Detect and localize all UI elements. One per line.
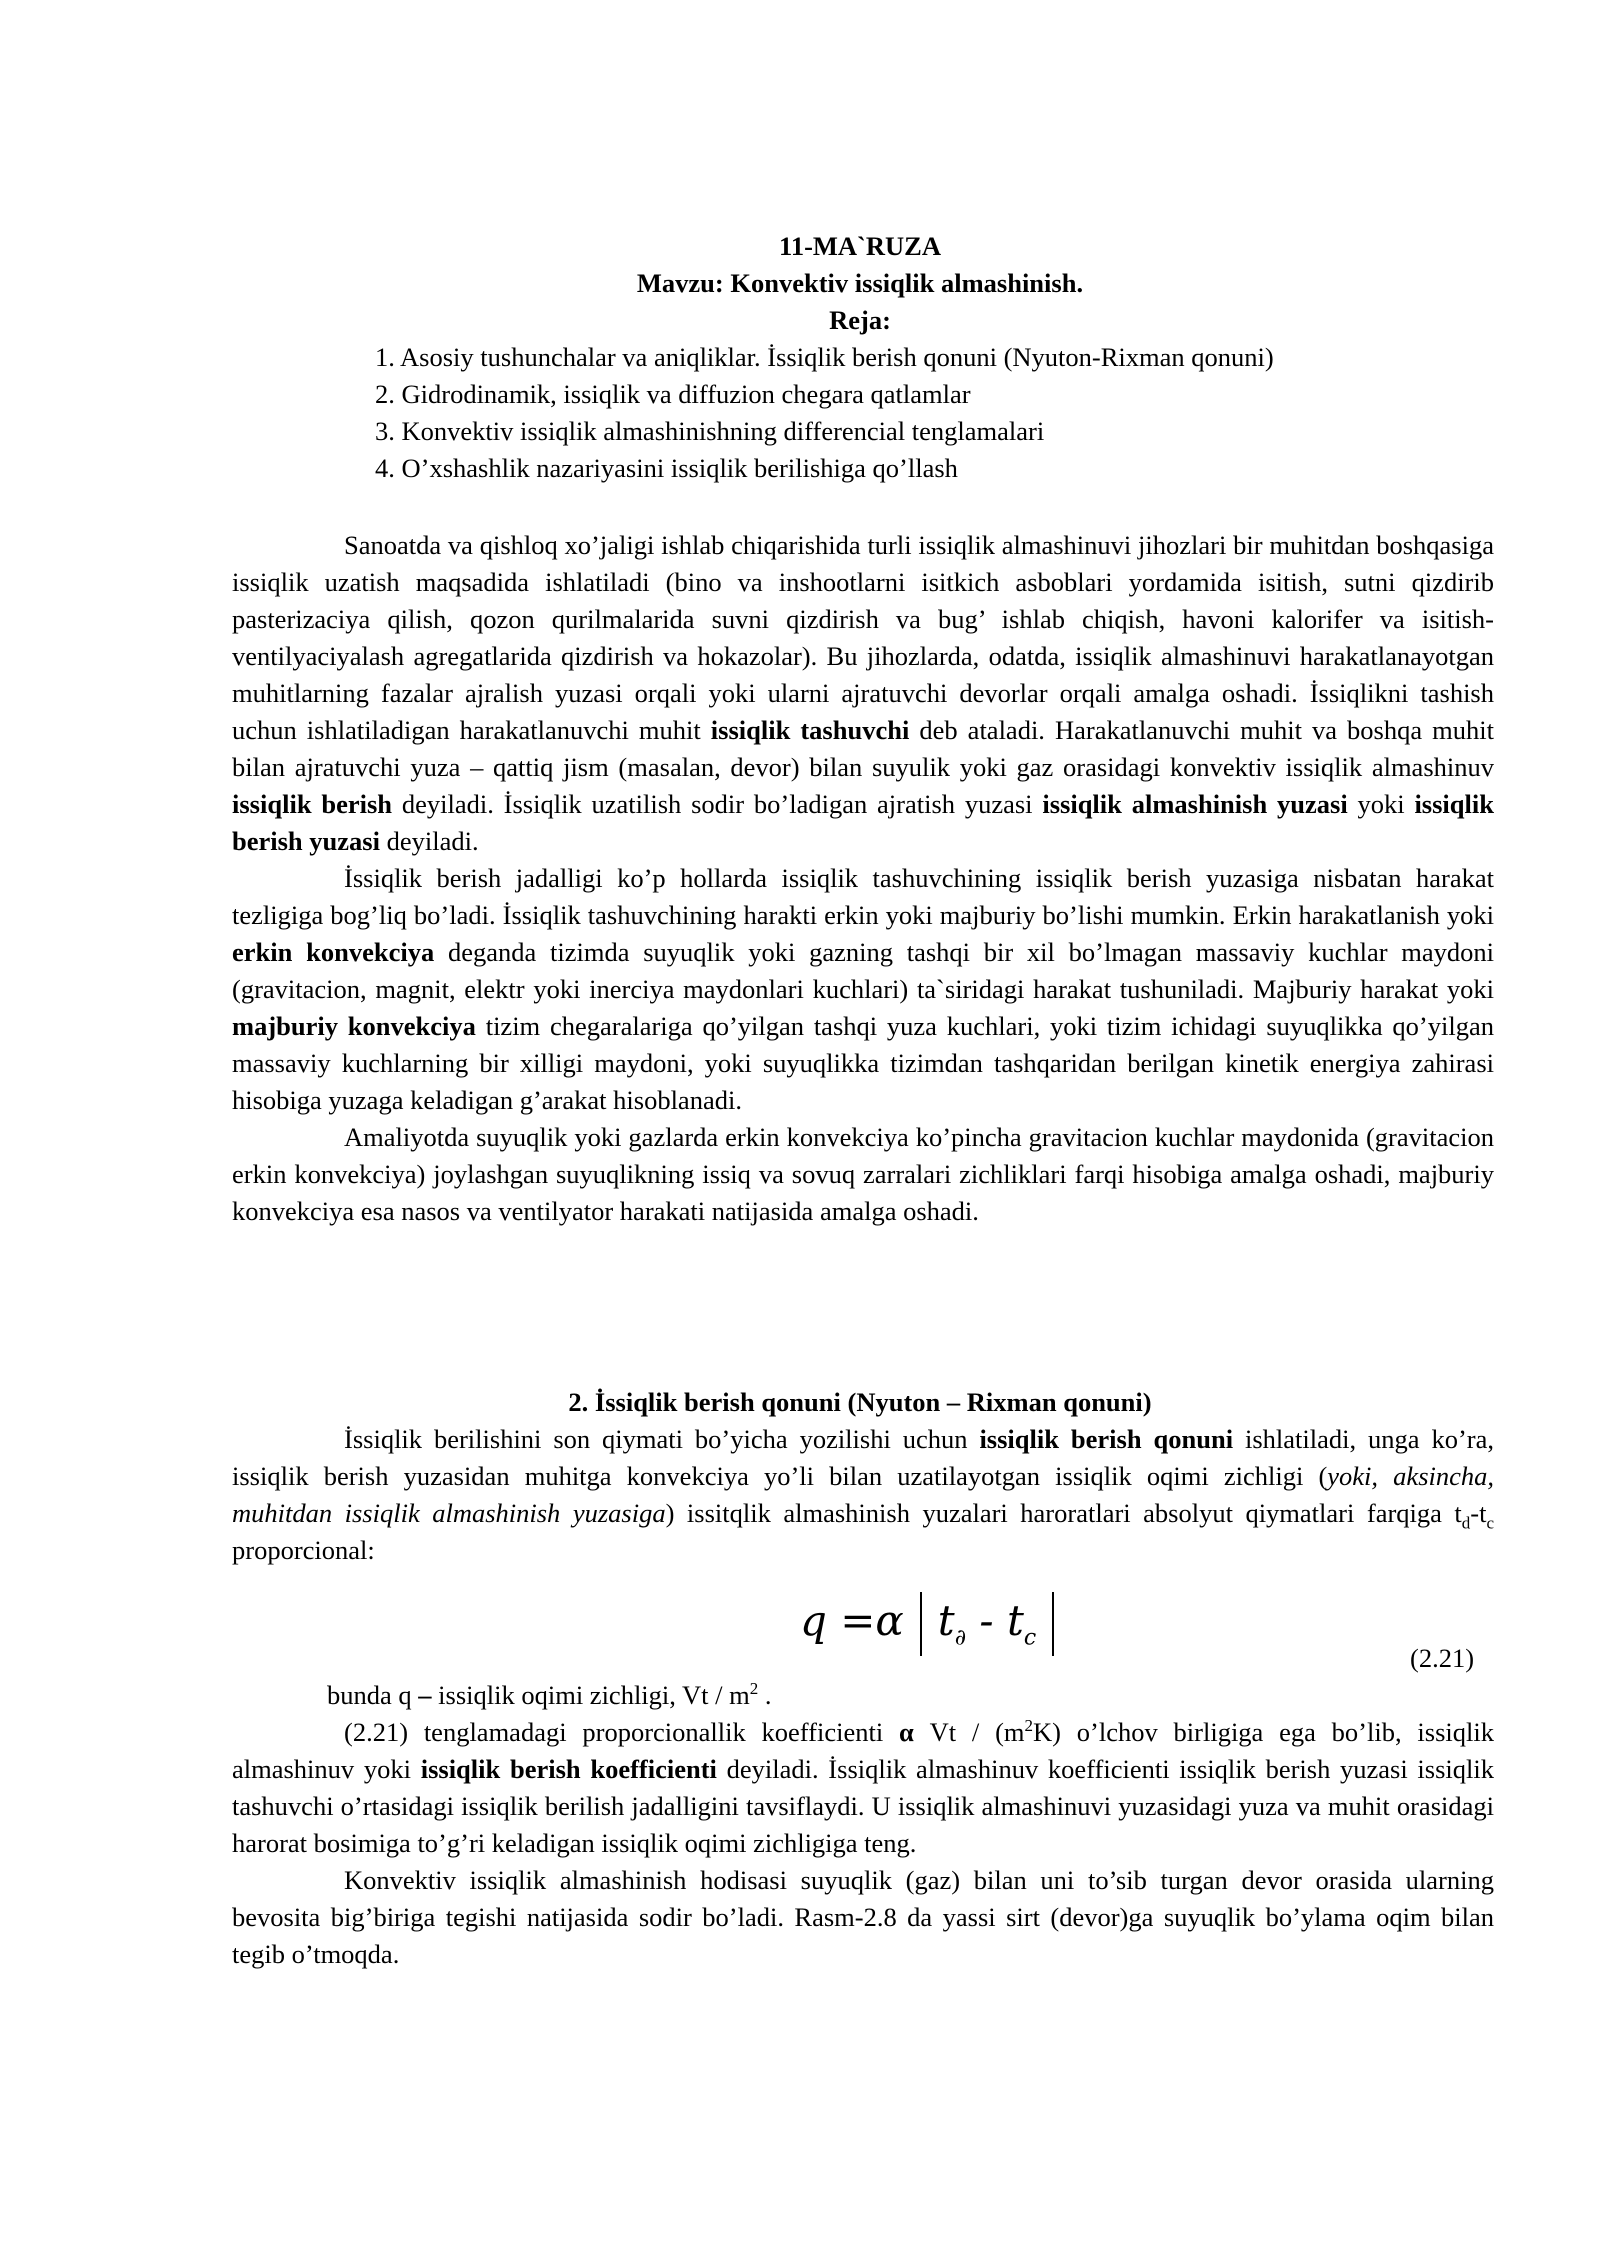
- plan-item: 1. Asosiy tushunchalar va aniqliklar. İssiqlik berish qonuni (Nyuton-Rixman qonuni): [375, 342, 1274, 372]
- paragraph-1: Sanoatda va qishloq xo’jaligi ishlab chiqarishida turli issiqlik almashinuvi jihozlari bir muhitdan boshqasiga issiqlik uzatish maqsadida ishlatiladi (bino va inshootlarni isitkich asboblari yordamida isitish, sutni qizdirib pasterizaciya qilish, qozon qurilmalarida suvni qizdirish va bug’ ishlab chiqish, havoni kalorifer va isitish-ventilyaciyalash agregatlarida qizdirish va hokazolar). Bu jihozlarda, odatda, issiqlik almashinuvi harakatlanayotgan muhitlarning fazalar ajralish yuzasi orqali yoki ularni ajratuvchi devorlar orqali amalga oshadi. İssiqlikni tashish uchun ishlatiladigan harakatlanuvchi muhit issiqlik tashuvchi deb ataladi. Harakatlanuvchi muhit va boshqa muhit bilan ajratuvchi yuza – qattiq jism (masalan, devor) bilan suyulik yoki gaz orasidagi konvektiv issiqlik almashinuv issiqlik berish deyiladi. İssiqlik uzatilish sodir bo’ladigan ajratish yuzasi issiqlik almashinish yuzasi yoki issiqlik berish yuzasi deyiladi.: [232, 530, 1494, 856]
- abs-bar-right: [1052, 1592, 1054, 1656]
- term-issiqlik-tashuvchi: issiqlik tashuvchi: [710, 715, 910, 745]
- plan-list: [375, 339, 1274, 487]
- abs-bar-left: [920, 1592, 922, 1656]
- section-2-intro: [232, 1421, 1494, 1569]
- plan-item: 2. Gidrodinamik, issiqlik va diffuzion chegara qatlamlar: [375, 379, 971, 409]
- paragraph-3: Amaliyotda suyuqlik yoki gazlarda erkin konvekciya ko’pincha gravitacion kuchlar maydonida (gravitacion erkin konvekciya) joylashgan suyuqlikning issiq va sovuq zarralari zichliklari farqi hisobiga amalga oshadi, majburiy konvekciya esa nasos va ventilyator harakati natijasida amalga oshadi.: [232, 1122, 1494, 1226]
- alpha-symbol: α: [899, 1717, 914, 1747]
- term-issiqlik-berish: issiqlik berish: [232, 789, 393, 819]
- term-issiqlik-berish-yuzasi: issiqlik berish yuzasi: [232, 789, 1494, 856]
- term-erkin-konvekciya: erkin konvekciya: [232, 937, 435, 967]
- paragraph-2: İssiqlik berish jadalligi ko’p hollarda issiqlik tashuvchining issiqlik berish yuzasiga nisbatan harakat tezligiga bog’liq bo’ladi. İssiqlik tashuvchining harakti erkin yoki majburiy bo’lishi mumkin. Erkin harakatlanish yoki erkin konvekciya deganda tizimda suyuqlik yoki gazning tashqi bir xil bo’lmagan massaviy kuchlar maydoni (gravitacion, magnit, elektr yoki inerciya maydonlari kuchlari) ta`siridagi harakat tushuniladi. Majburiy harakat yoki majburiy konvekciya tizim chegaralariga qo’yilgan tashqi yuza kuchlari, yoki tizim ichidagi suyuqlikka qo’yilgan massaviy kuchlarning bir xilligi maydoni, yoki suyuqlikka tizimdan tashqaridan berilgan kinetik energiya zahirasi hisobiga yuzaga keladigan g’arakat hisoblanadi.: [232, 863, 1495, 1115]
- plan-item: 4. O’xshashlik nazariyasini issiqlik berilishiga qo’llash: [375, 453, 958, 483]
- paragraph-5: (2.21) tenglamadagi proporcionallik koefficienti α Vt / $(m^2K)$ o’lchov birligiga ega bo’lib, issiqlik almashinuv yoki issiqlik berish koefficienti deyiladi. İssiqlik almashinuv koefficienti issiqlik berish yuzasi issiqlik tashuvchi o’rtasidagi issiqlik berilish jadalligini tavsiflaydi. U issiqlik almashinuvi yuzasidagi yuza va muhit orasidagi harorat bosimiga to’g’ri keladigan issiqlik oqimi zichligiga teng.: [232, 1716, 1495, 1858]
- lecture-number: 11-MA`RUZA: [779, 231, 941, 261]
- lecture-topic: Mavzu: Konvektiv issiqlik almashinish.: [636, 268, 1084, 298]
- newton-richmann-formula: q =α $t_\partial - t_c$: [800, 1592, 1070, 1672]
- section-1-text: [232, 527, 1494, 1230]
- term-issiqlik-berish-koefficienti: issiqlik berish koefficienti: [420, 1754, 717, 1784]
- term-majburiy-konvekciya: majburiy konvekciya: [232, 1011, 476, 1041]
- plan-item: 3. Konvektiv issiqlik almashinishning differencial tenglamalari: [375, 416, 1045, 446]
- formula-lhs: q =α: [800, 1596, 904, 1645]
- paragraph-6: Konvektiv issiqlik almashinish hodisasi suyuqlik (gaz) bilan uni to’sib turgan devor orasida ularning bevosita big’biriga tegishi natijasida sodir bo’ladi. Rasm-2.8 da yassi sirt (devor)ga suyuqlik bo’ylama oqim bilan tegib o’tmoqda.: [232, 1865, 1494, 1969]
- term-issiqlik-almashinish-yuzasi: issiqlik almashinish yuzasi: [1042, 789, 1348, 819]
- section-2-text: [232, 1714, 1494, 1973]
- paragraph-4: İssiqlik berilishini son qiymati bo’yicha yozilishi uchun issiqlik berish qonuni ishlatiladi, unga ko’ra, issiqlik berish yuzasidan muhitga konvekciya yo’li bilan uzatilayotgan issiqlik oqimi zichligi (yoki, aksincha, muhitdan issiqlik almashinish yuzasiga) issitqlik almashinish yuzalari haroratlari absolyut qiymatlari farqiga $t_d-t_c$ proporcional:: [232, 1424, 1495, 1565]
- term-issiqlik-berish-qonuni: issiqlik berish qonuni: [979, 1424, 1234, 1454]
- where-line: bunda q – issiqlik oqimi zichligi, Vt / $m^2$ .: [327, 1679, 772, 1710]
- equation-number: (2.21): [1410, 1643, 1475, 1673]
- plan-heading: Reja:: [829, 305, 891, 335]
- section-2-title: 2. İssiqlik berish qonuni (Nyuton – Rixman qonuni): [568, 1387, 1152, 1417]
- italic-note: yoki, aksincha, muhitdan issiqlik almashinish yuzasiga: [232, 1461, 1495, 1528]
